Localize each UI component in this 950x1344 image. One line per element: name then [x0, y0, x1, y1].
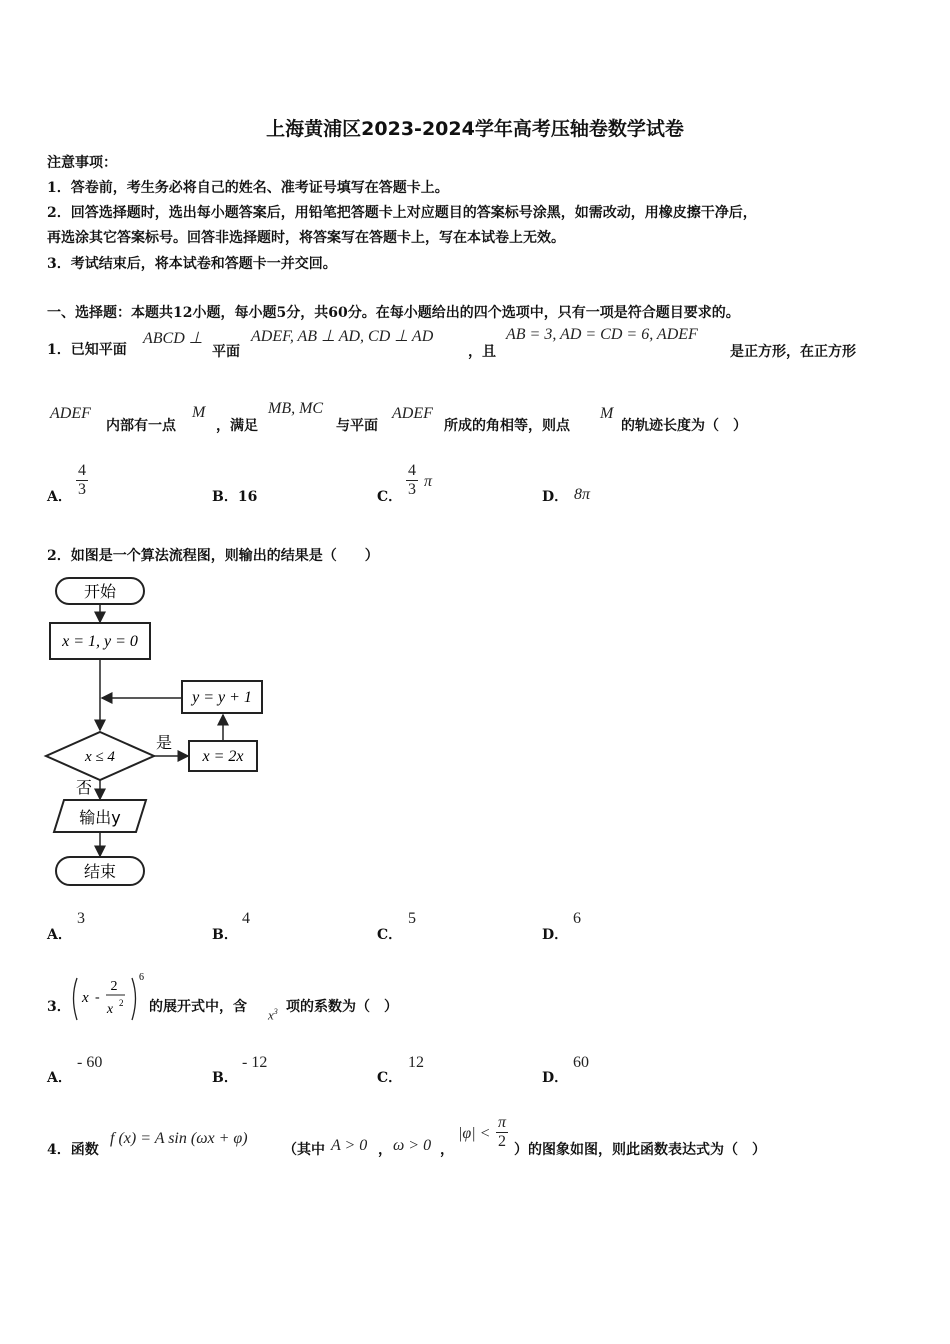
notice-item-1: 1．答卷前，考生务必将自己的姓名、准考证号填写在答题卡上。 [47, 180, 449, 196]
q1-math-1: ABCD ⊥ [143, 330, 203, 347]
flowchart-update-x-text: x = 2x [202, 748, 244, 765]
q1-text-6: 与平面 [336, 418, 378, 434]
q3-option-d-label: D． [542, 1070, 569, 1086]
flowchart-output-text: 输出y [79, 808, 121, 827]
q1-option-c-fraction: $\frac{4}{3}$ [408, 462, 416, 498]
q1-text-4: 内部有一点 [106, 418, 176, 434]
q1-math-5: M [192, 404, 206, 421]
q1-text-8: 的轨迹长度为（ ） [621, 418, 747, 434]
q1-option-b: B．16 [212, 489, 258, 505]
q3-option-c-value: 12 [408, 1054, 424, 1071]
q2-option-b-label: B． [212, 927, 238, 943]
q1-text-7: 所成的角相等，则点 [444, 418, 570, 434]
q1-math-8: M [600, 405, 614, 422]
q3-option-d-value: 60 [573, 1054, 589, 1071]
q3-den-exp: 2 [119, 998, 124, 1008]
q1-math-2: ADEF, AB ⊥ AD, CD ⊥ AD [251, 328, 434, 345]
q3-den: x [106, 1002, 114, 1017]
q4-function: f (x) = A sin (ωx + φ) [110, 1130, 248, 1147]
flowchart-end-text: 结束 [83, 862, 117, 881]
q1-text-5: ，满足 [216, 418, 258, 434]
q3-option-a-label: A． [47, 1070, 72, 1086]
notice-item-2: 2．回答选择题时，选出每小题答案后，用铅笔把答题卡上对应题目的答案标号涂黑，如需改动，用橡皮擦干净后， [47, 205, 757, 221]
flowchart-init-text: x = 1, y = 0 [62, 633, 138, 650]
q1-option-a-fraction: $\frac{4}{3}$ [78, 462, 86, 498]
q3-num: 2 [110, 979, 118, 994]
q1-text-2: ，且 [468, 344, 496, 360]
q1-text-3: 是正方形，在正方形 [730, 344, 856, 360]
q1-option-d-label: D． [542, 489, 569, 505]
flowchart-no-label: 否 [76, 778, 93, 797]
q3-option-c-label: C． [377, 1070, 403, 1086]
flowchart-start-text: 开始 [83, 582, 117, 601]
q3-option-a-value: - 60 [77, 1054, 103, 1071]
q4-cond-omega: ω > 0 [393, 1137, 432, 1154]
q4-sep-2: ， [440, 1142, 454, 1158]
q3-option-b-label: B． [212, 1070, 238, 1086]
q1-option-a-label: A． [47, 489, 72, 505]
notice-item-3: 3．考试结束后，将本试卷和答题卡一并交回。 [47, 256, 337, 272]
q3-minus: - [95, 990, 100, 1005]
q4-text-2: ）的图象如图，则此函数表达式为（ ） [514, 1142, 766, 1158]
q3-lead: 3． [47, 999, 71, 1015]
q4-text-1: （其中 [283, 1142, 325, 1158]
flowchart [40, 570, 280, 895]
q2-option-c-value: 5 [408, 910, 416, 927]
flowchart-yes-label: 是 [156, 733, 173, 752]
flowchart-update-y-text: y = y + 1 [192, 689, 252, 706]
q2-option-b-value: 4 [242, 910, 250, 927]
q2-option-a-label: A． [47, 927, 72, 943]
page-title: 上海黄浦区2023-2024学年高考压轴卷数学试卷 [266, 118, 684, 140]
q4-cond-phi: |φ| < [458, 1125, 491, 1142]
q3-binomial-expression [68, 970, 150, 1028]
q4-sep-1: ， [378, 1142, 392, 1158]
q1-lead: 1．已知平面 [47, 342, 127, 358]
notice-heading: 注意事项： [47, 155, 117, 171]
q2-option-d-value: 6 [573, 910, 581, 927]
q3-x: x [82, 990, 89, 1006]
q2-option-c-label: C． [377, 927, 403, 943]
q2-option-a-value: 3 [77, 910, 85, 927]
notice-item-2-cont: 再选涂其它答案标号。回答非选择题时，将答案写在答题卡上，写在本试卷上无效。 [47, 230, 565, 246]
q2-stem: 2．如图是一个算法流程图，则输出的结果是（ ） [47, 548, 379, 564]
q3-text-2: 项的系数为（ ） [286, 999, 398, 1015]
q4-cond-a: A > 0 [331, 1137, 368, 1154]
q1-option-d-value: 8π [574, 486, 591, 503]
q1-math-3: AB = 3, AD = CD = 6, ADEF [506, 326, 698, 343]
q3-exp: 6 [139, 972, 144, 983]
q1-text-1: 平面 [212, 344, 240, 360]
q3-term: $x^3$ [268, 1007, 278, 1023]
section-heading: 一、选择题：本题共12小题，每小题5分，共60分。在每小题给出的四个选项中，只有一项是符合题目要求的。 [47, 305, 740, 321]
q2-option-d-label: D． [542, 927, 569, 943]
q1-math-7: ADEF [392, 405, 433, 422]
q3-text-1: 的展开式中，含 [149, 999, 247, 1015]
q4-pi-over-2: $\frac{\pi}{2}$ [498, 1114, 507, 1150]
q3-option-b-value: - 12 [242, 1054, 268, 1071]
q1-math-6: MB, MC [268, 400, 324, 417]
q4-lead: 4．函数 [47, 1142, 99, 1158]
q1-option-c-pi: π [424, 473, 433, 490]
q1-math-4: ADEF [50, 405, 91, 422]
flowchart-decision-text: x ≤ 4 [85, 749, 115, 765]
q1-option-c-label: C． [377, 489, 403, 505]
